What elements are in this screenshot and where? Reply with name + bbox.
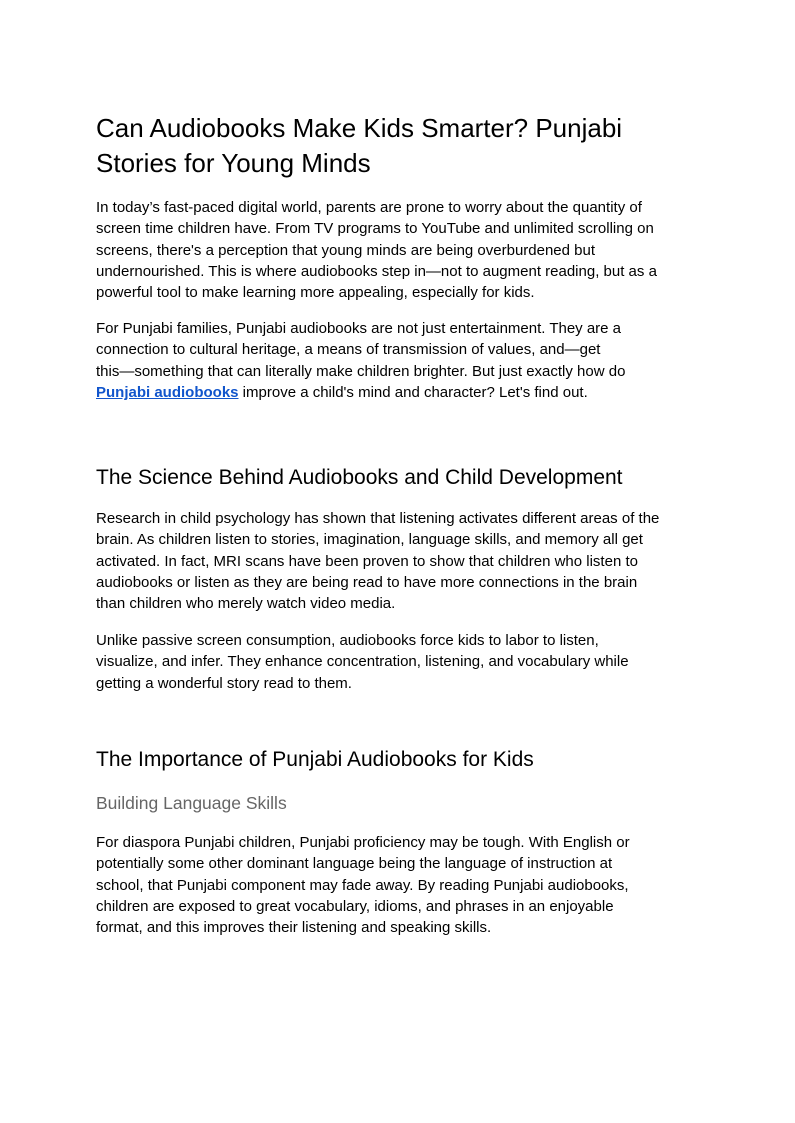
intro-paragraph-2 xyxy=(96,318,706,403)
text-line xyxy=(96,382,706,403)
science-paragraph-1 xyxy=(96,508,706,614)
science-paragraph-2 xyxy=(96,630,706,694)
text-line: activated. In fact, MRI scans have been proven to show that children who listen to xyxy=(96,552,638,570)
text-line: school, that Punjabi component may fade away. By reading Punjabi audiobooks, xyxy=(96,876,629,894)
text-line: visualize, and infer. They enhance concentration, listening, and vocabulary while xyxy=(96,653,629,671)
text-line: children are exposed to great vocabulary, idioms, and phrases in an enjoyable xyxy=(96,897,614,915)
intro-paragraph-1 xyxy=(96,197,706,303)
text-line: this—something that can literally make children brighter. But just exactly how do xyxy=(96,362,626,380)
article-title: Can Audiobooks Make Kids Smarter? Punjabi Stories for Young Minds xyxy=(96,113,623,178)
text-line: connection to cultural heritage, a means of transmission of values, and—get xyxy=(96,341,601,359)
punjabi-audiobooks-link[interactable]: Punjabi audiobooks xyxy=(96,383,239,401)
text-line: potentially some other dominant language being the language of instruction at xyxy=(96,855,613,873)
text-line: Unlike passive screen consumption, audiobooks force kids to labor to listen, xyxy=(96,632,599,649)
text-line: than children who merely watch video media. xyxy=(96,595,396,613)
text-line: In today’s fast-paced digital world, parents are prone to worry about the quantity of xyxy=(96,199,642,216)
text-line: For diaspora Punjabi children, Punjabi proficiency may be tough. With English or xyxy=(96,834,630,851)
text-after-link: improve a child's mind and character? Let's find out. xyxy=(238,383,588,401)
section-heading-science: The Science Behind Audiobooks and Child Development xyxy=(96,466,623,489)
text-line: undernourished. This is where audiobooks step in—not to augment reading, but as a xyxy=(96,262,657,280)
text-line: format, and this improves their listening and speaking skills. xyxy=(96,919,492,937)
text-line: Research in child psychology has shown that listening activates different areas of the xyxy=(96,510,660,527)
text-line: audiobooks or listen as they are being read to have more connections in the brain xyxy=(96,573,638,591)
language-skills-paragraph xyxy=(96,832,706,938)
subheading-language-skills: Building Language Skills xyxy=(96,793,287,813)
text-line: powerful tool to make learning more appealing, especially for kids. xyxy=(96,284,535,302)
text-line: For Punjabi families, Punjabi audiobooks are not just entertainment. They are a xyxy=(96,320,622,337)
text-line: getting a wonderful story read to them. xyxy=(96,674,352,692)
text-line: screens, there's a perception that young minds are being overburdened but xyxy=(96,241,596,259)
text-line: screen time children have. From TV programs to YouTube and unlimited scrolling on xyxy=(96,220,654,238)
section-heading-importance: The Importance of Punjabi Audiobooks for Kids xyxy=(96,748,534,771)
text-line: brain. As children listen to stories, imagination, language skills, and memory all get xyxy=(96,531,643,549)
